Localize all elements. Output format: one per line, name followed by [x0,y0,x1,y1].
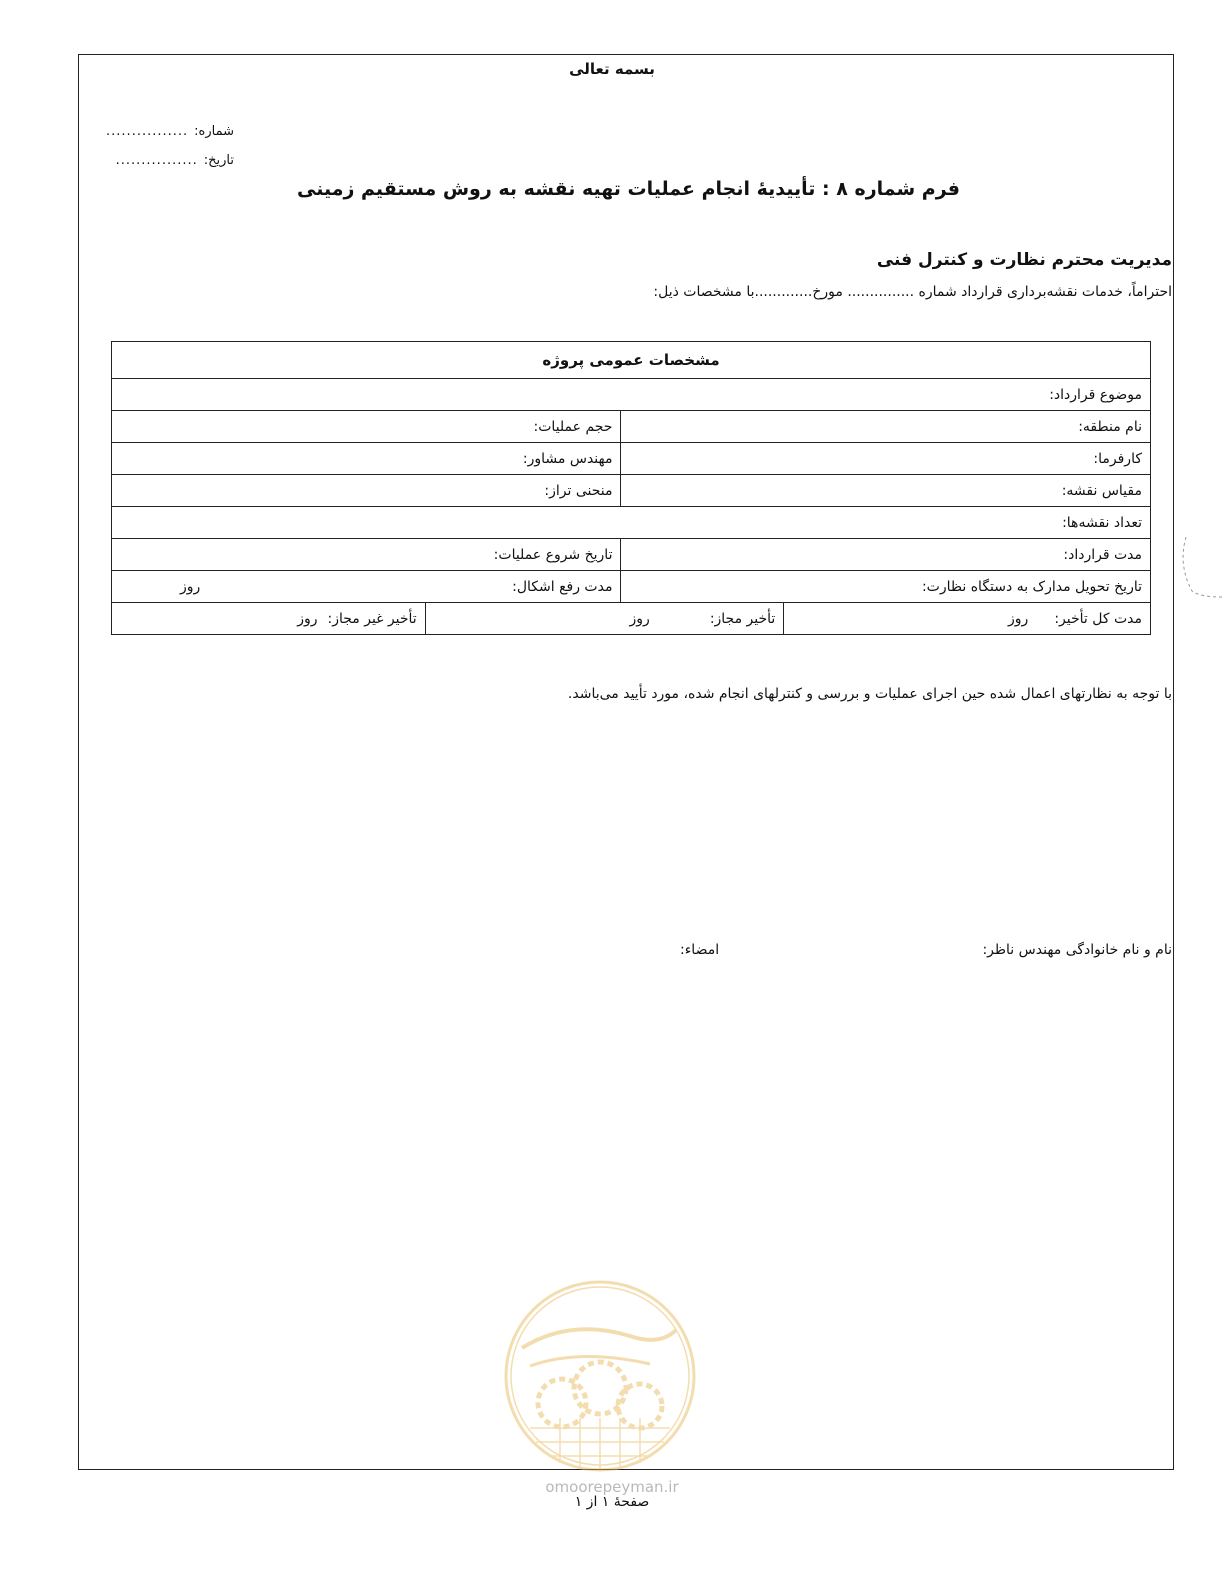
allowed-delay-cell [425,603,784,635]
approval-statement: با توجه به نظارتهای اعمال شده حین اجرای عملیات و بررسی و کنترلهای انجام شده، مورد تأیید می‌باشد. [567,686,1172,702]
intro-text: احتراماً، خدمات نقشه‌برداری قرارداد شماره ............... مورخ.............با مشخصات ذیل: [653,284,1172,300]
map-scale-cell: مقیاس نقشه: [621,475,1151,507]
project-spec-table [111,341,1151,635]
total-delay-cell [784,603,1151,635]
table-row [112,507,1151,539]
watermark-url: omoorepeyman.ir [545,1478,679,1496]
total-delay-label: مدت کل تأخیر: [1054,610,1142,627]
recipient-heading: مدیریت محترم نظارت و کنترل فنی [876,250,1172,270]
table-row [112,411,1151,443]
table-row [112,571,1151,603]
maps-count-cell: تعداد نقشه‌ها: [112,507,1151,539]
supervising-engineer-label: نام و نام خانوادگی مهندس ناظر: [982,942,1172,958]
contour-interval-cell: منحنی تراز: [112,475,621,507]
region-name-cell: نام منطقه: [621,411,1151,443]
delivery-date-cell: تاریخ تحویل مدارک به دستگاه نظارت: [621,571,1151,603]
allowed-delay-unit: روز [629,610,650,627]
contract-duration-cell: مدت قرارداد: [621,539,1151,571]
table-title: مشخصات عمومی پروژه [112,342,1151,379]
unallowed-delay-label: تأخیر غیر مجاز: [327,610,417,627]
number-line [82,124,234,139]
fix-duration-label: مدت رفع اشکال: [512,578,613,595]
page-number: صفحهٔ ۱ از ۱ [574,1494,650,1510]
table-header-row [112,342,1151,379]
work-volume-cell: حجم عملیات: [112,411,621,443]
table-row [112,475,1151,507]
unallowed-delay-unit: روز [297,610,318,627]
number-label: شماره: [194,124,234,139]
date-label: تاریخ: [203,153,234,168]
allowed-delay-label: تأخیر مجاز: [709,610,776,627]
bismillah-header: بسمه تعالی [569,60,655,78]
table-row [112,379,1151,411]
date-field: ................ [115,153,198,168]
binding-mark-icon [1182,535,1222,605]
employer-cell: کارفرما: [621,443,1151,475]
date-line [82,153,234,168]
start-date-cell: تاریخ شروع عملیات: [112,539,621,571]
number-field: ................ [106,124,189,139]
fix-duration-unit: روز [180,578,201,595]
consulting-engineer-cell: مهندس مشاور: [112,443,621,475]
contract-subject-cell: موضوع قرارداد: [112,379,1151,411]
table-row [112,539,1151,571]
table-row [112,443,1151,475]
signature-label: امضاء: [680,942,720,958]
form-title: فرم شماره ۸ : تأییدیهٔ انجام عملیات تهیه نقشه به روش مستقیم زمینی [296,178,960,200]
table-row [112,603,1151,635]
total-delay-unit: روز [1008,610,1029,627]
unallowed-delay-cell [112,603,426,635]
watermark-logo-icon [500,1278,700,1474]
fix-duration-cell [112,571,621,603]
